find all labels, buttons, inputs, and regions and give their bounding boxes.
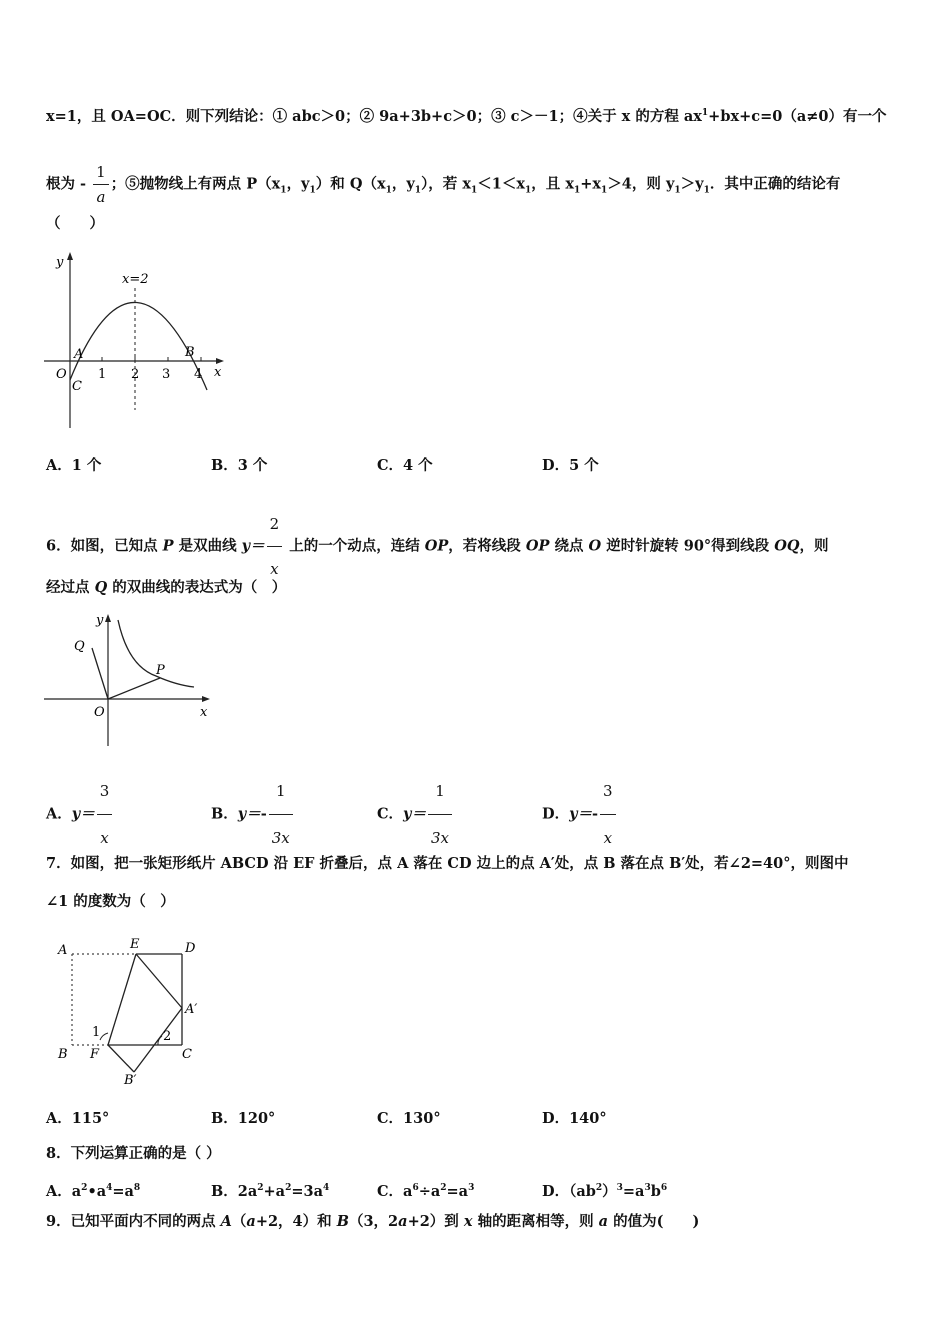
q5-option-c[interactable]: C．4 个 <box>377 457 433 474</box>
edge-ea-prime <box>136 954 182 1008</box>
label-a: A <box>74 347 84 362</box>
segment-op <box>108 678 160 699</box>
label-f: F <box>90 1047 100 1062</box>
q5-option-a[interactable]: A．1 个 <box>46 457 102 474</box>
label-a: A <box>58 943 68 958</box>
q7-stem-line-2: ∠1 的度数为（ ） <box>46 893 175 910</box>
q6-option-c-fraction: $\frac{1}{3x}$ <box>428 768 452 861</box>
tick-label-3: 3 <box>162 367 171 382</box>
tick-label-2: 2 <box>131 367 140 382</box>
label-a-prime: A′ <box>185 1002 198 1017</box>
q6-option-c[interactable]: C．y＝ $\frac{1}{3x}$ <box>377 768 454 861</box>
q7-option-a[interactable]: A．115° <box>46 1110 110 1127</box>
label-o: O <box>94 705 105 720</box>
tick-label-4: 4 <box>194 367 203 382</box>
q6-option-b-fraction: $\frac{1}{3x}$ <box>269 768 293 861</box>
fraction-1-over-a: $\frac{1}{a}$ <box>93 160 109 209</box>
q6-option-d-fraction: $\frac{3}{x}$ <box>600 768 616 861</box>
q6-stem-line-1: 6．如图，已知点 P 是双曲线 y＝ $\frac{2}{x}$ 上的一个动点，连结 OP，若将线段 OP 绕点 O 逆时针旋转 90°得到线段 OQ，则 <box>46 502 829 591</box>
edge-fb-prime <box>108 1045 134 1072</box>
label-q: Q <box>74 639 85 654</box>
q9-stem: 9．已知平面内不同的两点 A（a+2，4）和 B（3，2a+2）到 x 轴的距离相等，则 a 的值为( ) <box>46 1213 700 1230</box>
label-c: C <box>72 379 82 394</box>
q5-line-2: 根为 - $\frac{1}{a}$ ；⑤抛物线上有两点 $P(x_1$，$y_1$）和 $Q(x_1$，$y_1$），若 $x_1<1<x_1$，且 $x_1+x_1>4$，则 $y_1>y_1$．其中正确的结论有 <box>46 160 840 209</box>
q7-stem-line-1: 7．如图，把一张矩形纸片 ABCD 沿 EF 折叠后，点 A 落在 CD 边上的点 A′处，点 B 落在点 B′处，若∠2=40°，则图中 <box>46 855 849 872</box>
q6-option-a[interactable]: A．y＝ $\frac{3}{x}$ <box>46 768 114 861</box>
q7-option-b[interactable]: B．120° <box>211 1110 276 1127</box>
fold-line-ef <box>108 954 136 1045</box>
q5-line-3: （ ） <box>46 215 104 232</box>
edge-a-prime-b-prime <box>134 1008 182 1072</box>
label-b: B <box>185 345 195 360</box>
tick-label-1: 1 <box>98 367 107 382</box>
label-e: E <box>130 937 140 952</box>
label-angle-2: 2 <box>163 1029 172 1044</box>
x-axis-arrow <box>216 358 224 364</box>
q5-line-1: x=1，且 OA=OC．则下列结论：① abc＞0；② 9a+3b+c＞0；③ c＞－1；④关于 x 的方程 $ax^1+bx+c=0(a\ne 0)$有一个 <box>46 107 887 125</box>
q8-option-a[interactable]: A．$a^2•a^4=a^8$ <box>46 1182 141 1200</box>
q8-stem: 8．下列运算正确的是（ ） <box>46 1145 221 1162</box>
label-y: y <box>96 613 104 628</box>
q8-option-b[interactable]: B．$2a^2+a^2=3a^4$ <box>211 1182 330 1200</box>
q5-option-d[interactable]: D．5 个 <box>542 457 599 474</box>
fraction-2-over-x: $\frac{2}{x}$ <box>267 502 283 591</box>
parabola-figure <box>42 250 232 435</box>
angle-2-arc <box>158 1036 162 1045</box>
label-b-prime: B′ <box>124 1073 137 1088</box>
label-y: y <box>56 255 64 270</box>
x-axis-arrow <box>202 696 210 702</box>
q6-option-a-fraction: $\frac{3}{x}$ <box>97 768 113 861</box>
fold-figure <box>52 932 212 1092</box>
label-angle-1: 1 <box>92 1025 101 1040</box>
y-axis-arrow <box>67 252 73 260</box>
label-o: O <box>56 367 67 382</box>
q5-option-b[interactable]: B．3 个 <box>211 457 268 474</box>
q6-option-b[interactable]: B．y＝- $\frac{1}{3x}$ <box>211 768 295 861</box>
label-x: x <box>214 365 222 380</box>
label-d: D <box>185 941 196 956</box>
q8-option-c[interactable]: C．$a^6\div a^2=a^3$ <box>377 1182 475 1200</box>
hyperbola-figure <box>42 610 222 750</box>
label-x-equals-2: x=2 <box>122 272 149 287</box>
q6-stem-line-2: 经过点 Q 的双曲线的表达式为（ ） <box>46 579 287 596</box>
q6-option-d[interactable]: D．y＝- $\frac{3}{x}$ <box>542 768 618 861</box>
q7-option-c[interactable]: C．130° <box>377 1110 441 1127</box>
y-axis-arrow <box>105 614 111 622</box>
label-c: C <box>182 1047 192 1062</box>
q7-option-d[interactable]: D．140° <box>542 1110 607 1127</box>
label-x: x <box>200 705 208 720</box>
label-b: B <box>58 1047 68 1062</box>
label-p: P <box>156 663 165 678</box>
segment-oq <box>92 648 108 699</box>
angle-1-arc <box>100 1033 108 1040</box>
q8-option-d[interactable]: D．$(ab^2)^3=a^3b^6$ <box>542 1182 668 1200</box>
